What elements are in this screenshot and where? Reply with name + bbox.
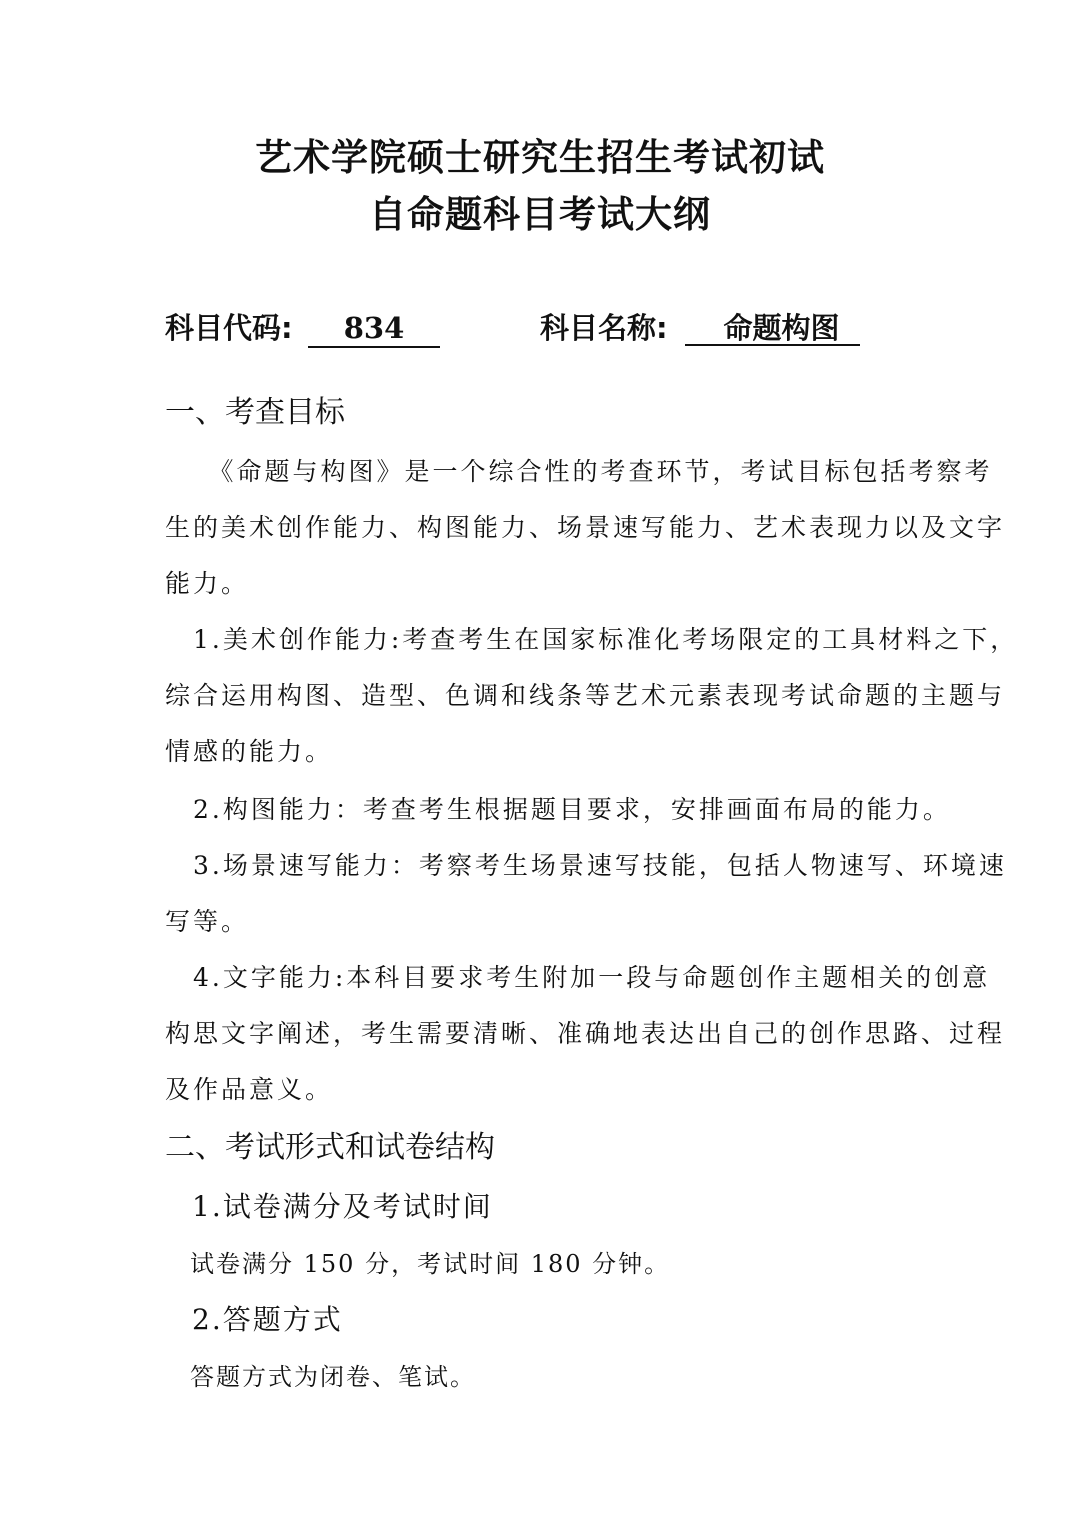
paragraph-line: 写等。 [165, 907, 250, 936]
subject-info-row [165, 306, 925, 352]
objective-item-4 [165, 950, 1006, 1118]
document-title-line-2: 自命题科目考试大纲 [369, 193, 711, 236]
paragraph-line: 《命题与构图》是一个综合性的考查环节，考试目标包括考察考 [165, 457, 993, 486]
exam-score-time-heading: 1.试卷满分及考试时间 [192, 1190, 493, 1223]
paragraph-line: 情感的能力。 [165, 737, 334, 766]
document-title-line-1: 艺术学院硕士研究生招生考试初试 [255, 136, 825, 179]
paragraph-line: 综合运用构图、造型、色调和线条等艺术元素表现考试命题的主题与 [165, 681, 1006, 710]
paragraph-line: 4.文字能力:本科目要求考生附加一段与命题创作主题相关的创意 [165, 963, 991, 992]
objective-item-1 [165, 612, 1019, 780]
paragraph-line: 1.美术创作能力:考查考生在国家标准化考场限定的工具材料之下， [165, 625, 1019, 654]
objective-item-3 [165, 838, 1007, 950]
paragraph-line: 生的美术创作能力、构图能力、场景速写能力、艺术表现力以及文字 [165, 513, 1006, 542]
subject-name-value: 命题构图 [685, 306, 860, 346]
subject-name-label: 科目名称: [540, 311, 668, 345]
section-1-heading: 一、考查目标 [165, 395, 345, 430]
section-2-heading: 二、考试形式和试卷结构 [165, 1130, 495, 1165]
section-1-intro-paragraph [165, 444, 1006, 612]
paragraph-line: 2.构图能力：考查考生根据题目要求，安排画面布局的能力。 [165, 795, 951, 824]
subject-code-value: 834 [308, 306, 440, 348]
exam-score-time-text: 试卷满分 150 分，考试时间 180 分钟。 [190, 1250, 671, 1278]
paragraph-line: 3.场景速写能力：考察考生场景速写技能，包括人物速写、环境速 [165, 851, 1007, 880]
answer-method-text: 答题方式为闭卷、笔试。 [190, 1363, 476, 1391]
objective-item-2 [165, 782, 951, 838]
paragraph-line: 能力。 [165, 569, 250, 598]
paragraph-line: 构思文字阐述，考生需要清晰、准确地表达出自己的创作思路、过程 [165, 1019, 1006, 1048]
paragraph-line: 及作品意义。 [165, 1075, 334, 1104]
subject-code-label: 科目代码: [165, 311, 293, 345]
answer-method-heading: 2.答题方式 [192, 1303, 343, 1336]
